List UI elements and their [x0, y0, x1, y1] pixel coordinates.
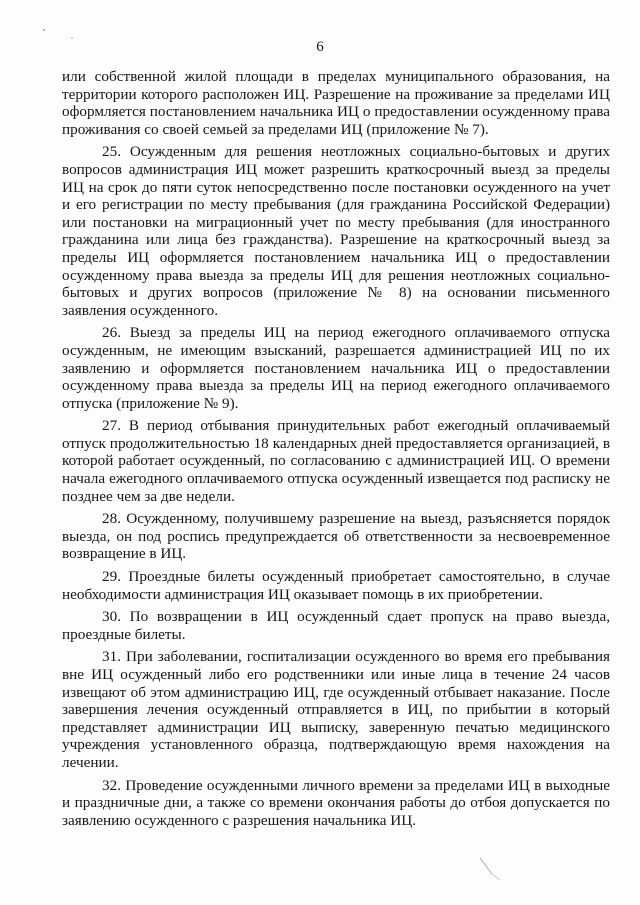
- paragraph-26: 26. Выезд за пределы ИЦ на период ежегодного оплачиваемого отпуска осужденным, не имеющим взысканий, разрешается администрацией ИЦ по их заявлению и оформляется постановлением начальника ИЦ о предоставлении осужденному права выезда за пределы ИЦ на период ежегодного оплачиваемого отпуска (приложение № 9).: [62, 324, 610, 412]
- scan-speck: [43, 29, 45, 31]
- paragraph-continuation: или собственной жилой площади в пределах муниципального образования, на территории которого расположен ИЦ. Разрешение на проживание за пределами ИЦ оформляется постановлением начальника ИЦ о предоставлении осужденному права проживания со своей семьей за пределами ИЦ (приложение № 7).: [62, 68, 610, 138]
- paragraph-32: 32. Проведение осужденными личного времени за пределами ИЦ в выходные и праздничные дни, а также со времени окончания работы до отбоя допускается по заявлению осужденного с разрешения начальника ИЦ.: [62, 776, 610, 829]
- page-number: 6: [316, 39, 324, 55]
- paragraph-30: 30. По возвращении в ИЦ осужденный сдает пропуск на право выезда, проездные билеты.: [62, 608, 610, 643]
- paragraph-31: 31. При заболевании, госпитализации осужденного во время его пребывания вне ИЦ осужденный либо его родственники или иные лица в течение 24 часов извещают об этом администрацию ИЦ, где осужденный отбывает наказание. После завершения лечения осужденный отправляется в ИЦ, по прибытии в который представляет администрации ИЦ выписку, заверенную печатью медицинского учреждения установленного образца, подтверждающую время нахождения на лечении.: [62, 648, 610, 771]
- paragraph-25: 25. Осужденным для решения неотложных социально-бытовых и других вопросов администрация ИЦ может разрешить краткосрочный выезд за пределы ИЦ на срок до пяти суток непосредственно после постановки осужденного на учет и его регистрации по месту пребывания (для гражданина Российской Федерации) или постановки на миграционный учет по месту пребывания (для иностранного гражданина или лица без гражданства). Разрешение на краткосрочный выезд за пределы ИЦ оформляется постановлением начальника ИЦ о предоставлении осужденному права выезда за пределы ИЦ для решения неотложных социально-бытовых и других вопросов (приложение № 8) на основании письменного заявления осужденного.: [62, 143, 610, 319]
- paragraph-29: 29. Проездные билеты осужденный приобретает самостоятельно, в случае необходимости администрация ИЦ оказывает помощь в их приобретении.: [62, 568, 610, 603]
- document-body: [62, 68, 610, 834]
- scan-stroke: [480, 858, 492, 874]
- scan-stroke: [492, 874, 500, 880]
- paragraph-27: 27. В период отбывания принудительных работ ежегодный оплачиваемый отпуск продолжительностью 18 календарных дней предоставляется организацией, в которой работает осужденный, по согласованию с администрацией ИЦ. О времени начала ежегодного оплачиваемого отпуска осужденный извещается под расписку не позднее чем за две недели.: [62, 417, 610, 505]
- paragraph-28: 28. Осужденному, получившему разрешение на выезд, разъясняется порядок выезда, он под роспись предупреждается об ответственности за несвоевременное возвращение в ИЦ.: [62, 510, 610, 563]
